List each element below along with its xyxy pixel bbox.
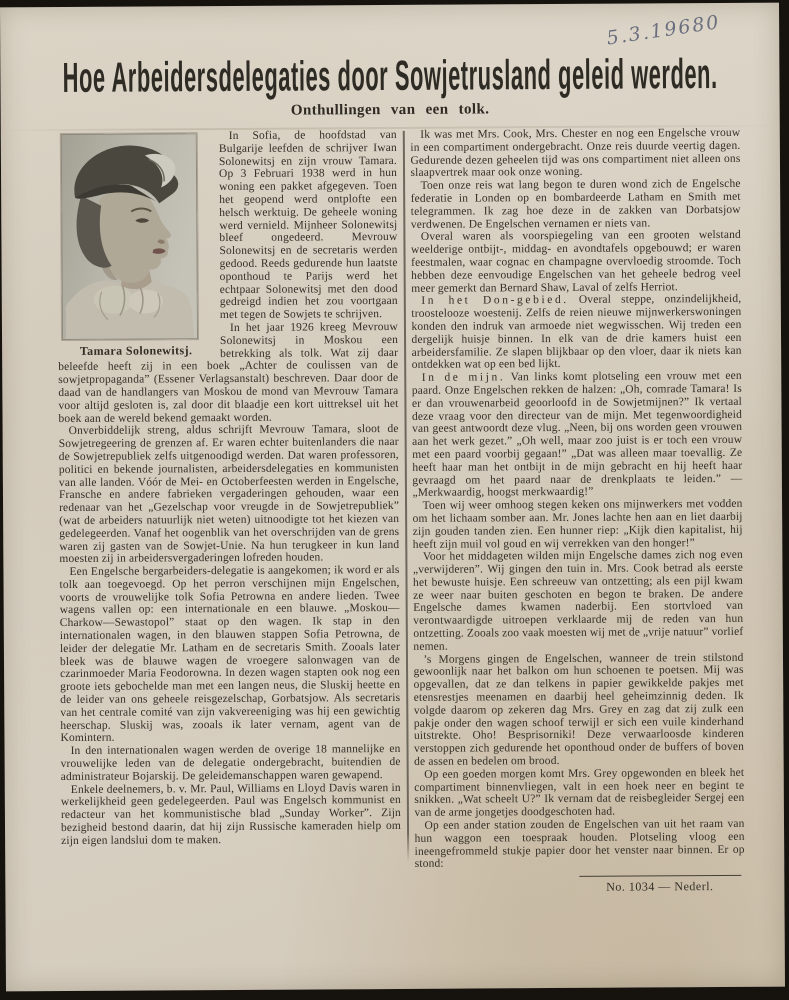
paragraph: Op een ander station zouden de Engelschen van uit het raam van hun waggon een toespraak houden. Plotseling vloog een ineengefrommeld stukje papier door het venster naar binnen. Er op stond: (414, 817, 745, 871)
paragraph: In Sofia, de hoofdstad van Bulgarije leefden de schrijver Iwan Solonewitsj en zijn vrouw Tamara. Op 3 Februari 1938 werd in hun woning een pakket afgegeven. Toen het geopend werd ontplofte een helsch werktuig. De geheele woning werd vernield. Mijnheer Solonewitsj bleef ongedeerd. Mevrouw Solonewitsj en de secretaris werden gedood. Reeds gedurende hun laatste oponthoud te Parijs werd het echtpaar Solonewitsj met den dood gedreigd indien het zou voortgaan met tegen de Sowjets te schrijven. (218, 128, 398, 322)
paragraph: Toen onze reis wat lang begon te duren wond zich de Engelsche federatie in Londen op en bombardeerde Latham en Smith met telegrammen. Ik zag hoe deze in de zakken van Dorbatsjow verdwenen. De Engelschen vernamen er niets van. (410, 178, 741, 231)
two-column-body (57, 127, 746, 898)
paragraph: In het jaar 1926 kreeg Mevrouw Solonewitsj in Moskou een betrekking als tolk. Wat zij daar beleefde heeft zij in een boek „Achter de coulissen van de sowjetpropaganda” (Essener Verlagsanstalt) beschreven. Daar door de daad van de handlangers van Moskou de mond van Mevrouw Tamara voor altijd gesloten is, zal door dit blaadje een kort uittreksel uit het boek aan de wereld bekend gemaakt worden. (58, 320, 399, 425)
handwritten-archive-number: 5.3.19680 (605, 11, 723, 50)
paragraph: Overal waren als voorspiegeling van een grooten welstand weelderige ontbijt-, middag- en avondtafels opgebouwd; er waren feestmalen, waar cognac en champagne overvloedig stroomde. Toch hebben deze eenvoudige Engelschen van het geheele bedrog veel meer gemerkt dan Bernard Shaw, Laval of zelfs Herriot. (410, 229, 742, 295)
column-divider-rule (403, 131, 409, 862)
right-column (410, 127, 745, 896)
paragraph-lead: In de mijn. (421, 371, 506, 384)
left-column (57, 129, 402, 898)
paragraph: Voor het middageten wilden mijn Engelsche dames zich nog even „verwijderen”. Wij gingen den tuin in. Mrs. Cook betrad als eerste het bewuste huisje. Een schreeuw van ontzetting; als een pijl kwam ze weer naar buiten geschoten en begon te braken. De andere Engelsche dames kwamen naderbij. Een stortvloed van verontwaardigde uitroepen verklaarde mij de reden van hun ontzetting. Zooals zoo vaak moesten wij met de „vrije natuur” vorlief nemen. (412, 549, 744, 653)
paragraph: Op een goeden morgen komt Mrs. Grey opgewonden en bleek het compartiment binnenvliegen, valt in een hoek neer en begint te snikken. „Wat scheelt U?” Ik vernam dat de reisbegleider Sergej een van de arme jongetjes doodgeschoten had. (414, 766, 745, 820)
page-title: Hoe Arbeidersdelegaties door Sowjetrusland geleid werden. (62, 51, 718, 102)
paragraph: Toen wij weer omhoog stegen keken ons mijnwerkers met vodden om het lichaam somber aan. Mr. Jones lachte hen aan en liet daarbij zijn gouden tanden zien. Een hunner riep: „Kijk dien kapitalist, hij heeft zijn muil vol goud en wij verrekken van den honger!” (412, 497, 743, 551)
imprint-number: No. 1034 — Nederl. (579, 875, 741, 895)
paragraph: Enkele deelnemers, b. v. Mr. Paul, Williams en Lloyd Davis waren in werkelijkheid geen gedelegeerden. Paul was Engelsch kommunist en redacteur van het kommunistische blad „Sunday Worker”. Zijn bezigheid bestond daarin, dat hij zijn Russische kameraden hielp om zijn eigen landslui dom te maken. (60, 781, 402, 847)
page-subtitle: Onthullingen van een tolk. (290, 101, 490, 119)
paragraph: Onverbiddelijk streng, aldus schrijft Mevrouw Tamara, sloot de Sowjetregeering de grenzen af. Er waren echter buitenlanders die naar de Sowjetrepubliek zelfs uitgenoodigd werden. Dat waren professoren, politici en bekende journalisten, arbeidersdelegaties en kommunisten van alle landen. Vóór de Mei- en Octoberfeesten werden in Engelsche, Fransche en andere fabrieken vergaderingen gehouden, waar een redenaar van het „Gezelschap voor vreugde in de Sowjetrepubliek” (wat de arbeiders natuurlijk niet weten) uitnoodigte tot het kiezen van gedelegeerden. Vanaf het oogenblik van het overschrijden van de grens waren zij gasten van de Sowjet-Unie. Na hun terugkeer in kun land moesten zij in arbeidersvergaderingen lofreden houden. (58, 423, 400, 566)
paragraph-text: Van links komt plotseling een vrouw met een paard. Onze Engelschen rekken de halzen: „Oh, comrade Tamara! Is er dan vrouwenarbeid geoorloofd in de Sowjetmijnen?” Ik vertaal deze vraag voor den directeur van de mijn. Met tegenwoordigheid van geest antwoordt deze vlug. „Neen, bij ons worden geen vrouwen aan het werk gezet.” „Oh well, maar zoo juist is er toch een vrouw met een paard voorbij gegaan!” „Dat was alleen maar toevallig. Ze heeft haar man het ontbijt in de mijn gebracht en hij heeft haar gevraagd om het paard naar de drenkplaats te leiden.” — „Merkwaardig, hoogst merkwaardig!” (411, 370, 743, 500)
masthead (0, 53, 779, 102)
paragraph-text: Overal steppe, onzindelijkheid, troostelooze woestenij. Zelfs de reien nieuwe mijnwerkerswoningen konden den indruk van armoede niet wegwisschen. Wij treden een dergelijk huisje binnen. In elk van de drie kamers huist een arbeidersfamilie. Ze slapen blijkbaar op den vloer, daar ik niets kan ontdekken wat op een bed lijkt. (411, 293, 742, 372)
paragraph (412, 370, 743, 500)
photo-caption: Tamara Solonewitsj. (79, 343, 193, 358)
paragraph: Ik was met Mrs. Cook, Mrs. Chester en nog een Engelsche vrouw in een compartiment ondergebracht. Onze reis duurde veertig dagen. Gedurende dezen geheelen tijd was ons compartiment niet alleen ons slaapvertrek maar ook onze woning. (410, 126, 741, 180)
paragraph: ’s Morgens gingen de Engelschen, wanneer de trein stilstond gewoonlijk naar het balkon om hun schoenen te poetsen. Mij was opgevallen, dat ze dan telkens in papier gewikkelde pakjes met etensrestjes meenamen en daarbij heel geheimzinnig deden. Ik volgde daarom op zekeren dag Mrs. Grey en zag dat zij zulk een pakje onder den wagen schoof terwijl er sich een vuile kinderhand uitstrekte. Oho! Besprisorniki! Deze verwaarloosde kinderen verstoppen zich gedurende het oponthoud onder de buffers of boven de assen en bedelen om brood. (413, 651, 745, 768)
paper-sheet (0, 3, 785, 992)
paragraph: Een Engelsche bergarbeiders-delegatie is aangekomen; ik word er als tolk aan toegevoegd. Op het perron verschijnen mijn Engelschen, voorts de vrouwelijke tolk Sofia Petrowna en andere lieden. Twee wagens vallen op: een internationale en een blauwe. „Moskou—Charkow—Sewastopol” staat op den wagen. Ik stap in den internationalen wagen, in den blauwen stappen Sofia Petrowna, de leider der delegatie Mr. Latham en de secretaris Smith. Zooals later bleek was de blauwe wagen de vroegere salonwagen van de czarinmoeder Maria Feodorowna. In dezen wagen stapten ook nog een groote iets gebochelde man met een langen neus, die Sluskij heette en de leider van ons geheele reisgezelschap, Gorbatsjow. Als secretaris van het centrale comité van zijn vakvereeniging was hij een gewichtig heerschap. Sluskij was, zooals ik later vernam, agent van de Komintern. (59, 564, 401, 745)
paragraph-lead: In het Don-gebied. (421, 294, 569, 308)
tamara-portrait-illustration (61, 133, 198, 340)
portrait-photo (61, 133, 198, 340)
portrait-figure (61, 133, 210, 359)
paragraph (411, 293, 741, 372)
paragraph: In den internationalen wagen werden de overige 18 mannelijke en vrouwelijke leden van de delegatie ondergebracht, buitendien de administrateur Bojarskij. De geleidemanschappen waren gewapend. (60, 743, 401, 783)
